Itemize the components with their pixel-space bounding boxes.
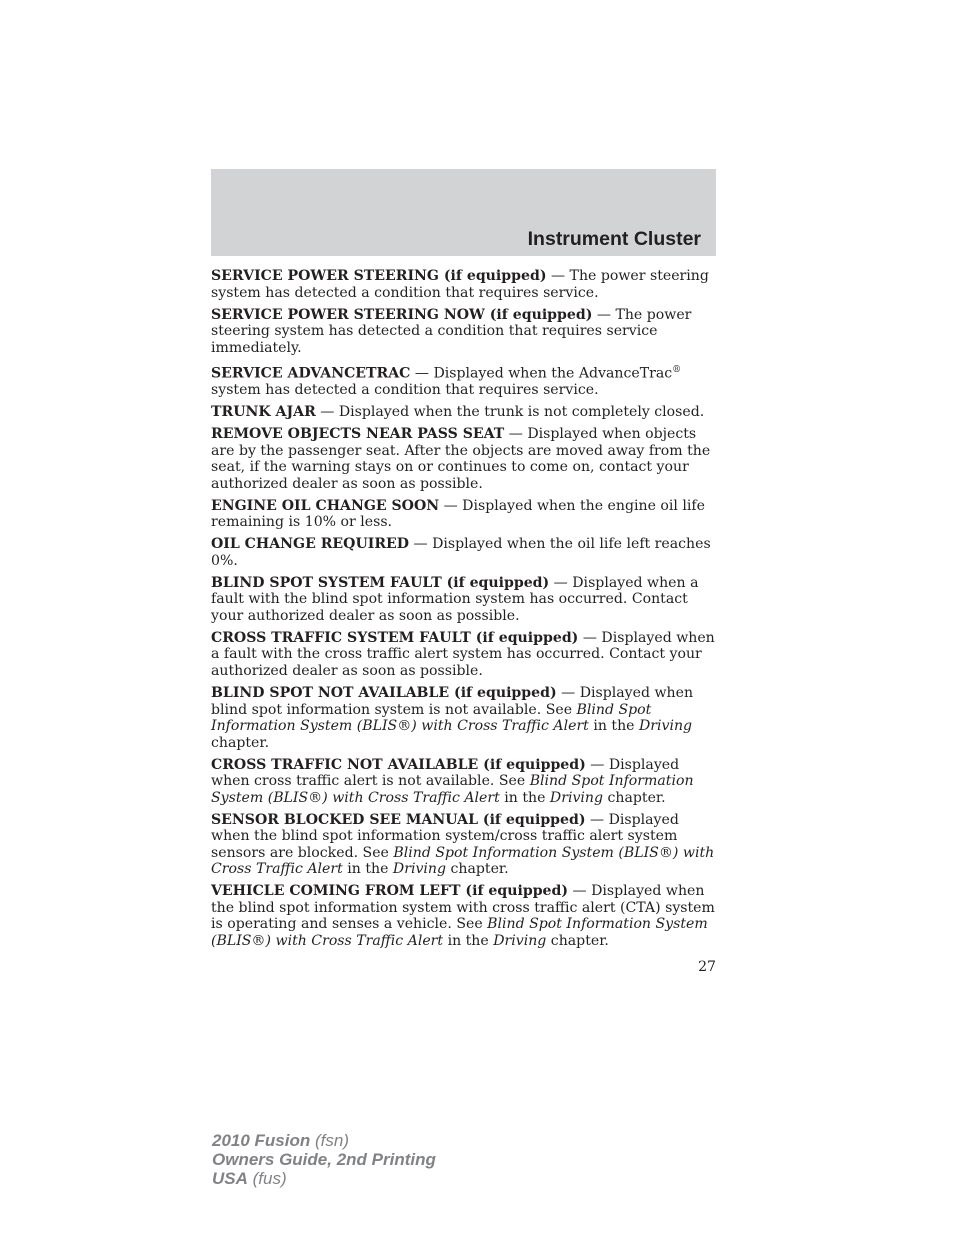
message-entry-cross-traffic-not-available: [211, 757, 716, 807]
cross-reference-section: Blind Spot Information System (BLIS®) with Cross Traffic Alert: [211, 844, 715, 878]
cross-reference-section: Blind Spot Information System (BLIS®) with Cross Traffic Alert: [211, 773, 694, 806]
message-term: BLIND SPOT NOT AVAILABLE (if equipped): [211, 685, 557, 702]
message-term: CROSS TRAFFIC SYSTEM FAULT (if equipped): [211, 629, 579, 646]
page-body: [211, 268, 716, 955]
message-entry-service-power-steering-now: [211, 307, 716, 357]
footer-guide-edition: Owners Guide, 2nd Printing: [212, 1150, 436, 1169]
message-description: — Displayed when the oil life left reaches 0%.: [211, 536, 711, 569]
message-entry-engine-oil-change-soon: [211, 498, 716, 531]
message-term: CROSS TRAFFIC NOT AVAILABLE (if equipped): [211, 756, 586, 773]
message-description: — Displayed when the AdvanceTrac: [410, 365, 673, 382]
footer-model-code: (fsn): [310, 1131, 349, 1150]
message-entry-trunk-ajar: [211, 404, 716, 421]
cross-reference-section: Blind Spot Information System (BLIS®) with Cross Traffic Alert: [211, 916, 708, 949]
cross-reference-section: Blind Spot Information System (BLIS®) with Cross Traffic Alert: [211, 701, 652, 735]
document-footer: [212, 1131, 436, 1188]
message-term: SENSOR BLOCKED SEE MANUAL (if equipped): [211, 811, 586, 828]
message-description-end: chapter.: [211, 734, 270, 751]
message-description-end: chapter.: [603, 789, 666, 806]
cross-reference-chapter: Driving: [638, 718, 693, 735]
message-description: — Displayed when a fault with the cross traffic alert system has occurred. Contact your authorized dealer as soon as possible.: [211, 629, 715, 679]
section-title: Instrument Cluster: [527, 228, 701, 250]
message-entry-service-advancetrac: [211, 362, 716, 399]
message-description: — The power steering system has detected a condition that requires service immediately.: [211, 306, 692, 356]
message-term: REMOVE OBJECTS NEAR PASS SEAT: [211, 426, 505, 443]
message-entry-sensor-blocked: [211, 812, 716, 878]
message-entry-vehicle-coming-from-left: [211, 883, 716, 949]
message-description-cont: system has detected a condition that requires service.: [211, 381, 599, 398]
footer-model: 2010 Fusion: [212, 1131, 311, 1150]
message-term: SERVICE POWER STEERING NOW (if equipped): [211, 306, 593, 323]
message-entry-blind-spot-not-available: [211, 685, 716, 751]
message-description-end: chapter.: [446, 861, 509, 878]
message-entry-oil-change-required: [211, 536, 716, 569]
message-term: ENGINE OIL CHANGE SOON: [211, 497, 440, 514]
message-description: — Displayed when cross traffic alert is not available. See: [211, 756, 680, 790]
message-description-cont: in the: [588, 718, 639, 735]
message-description: — The power steering system has detected a condition that requires service.: [211, 268, 709, 301]
message-description: — Displayed when objects are by the passenger seat. After the objects are moved away from the seat, if the warning stays on or continues to come on, contact your authorized dealer as soon as possible.: [211, 426, 711, 492]
message-description: — Displayed when the blind spot information system with cross traffic alert (CTA) system is operating and senses a vehicle. See: [211, 883, 715, 933]
message-description: — Displayed when the trunk is not completely closed.: [315, 403, 705, 420]
message-entry-cross-traffic-system-fault: [211, 630, 716, 680]
message-description: — Displayed when the engine oil life remaining is 10% or less.: [211, 497, 705, 531]
message-entry-blind-spot-system-fault: [211, 575, 716, 625]
footer-market-line: [212, 1169, 436, 1188]
registered-mark: ®: [672, 364, 682, 375]
message-description-cont: in the: [342, 861, 393, 878]
message-term: BLIND SPOT SYSTEM FAULT (if equipped): [211, 574, 550, 591]
footer-model-line: [212, 1131, 436, 1150]
message-term: SERVICE POWER STEERING (if equipped): [211, 268, 547, 284]
cross-reference-chapter: Driving: [549, 789, 604, 806]
section-header-band: [211, 169, 716, 256]
cross-reference-chapter: Driving: [493, 932, 547, 949]
message-description-cont: in the: [499, 789, 550, 806]
page-number: 27: [698, 959, 716, 975]
message-term: VEHICLE COMING FROM LEFT (if equipped): [211, 883, 569, 900]
message-description: — Displayed when a fault with the blind spot information system has occurred. Contact your authorized dealer as soon as possible.: [211, 574, 699, 624]
footer-market-code: (fus): [247, 1169, 287, 1188]
message-term: OIL CHANGE REQUIRED: [211, 536, 410, 553]
message-entry-service-power-steering: [211, 268, 716, 301]
message-description: — Displayed when blind spot information system is not available. See: [211, 685, 694, 718]
message-term: SERVICE ADVANCETRAC: [211, 365, 411, 382]
cross-reference-chapter: Driving: [392, 861, 447, 878]
message-entry-remove-objects: [211, 426, 716, 492]
message-description: — Displayed when the blind spot information system/cross traffic alert system sensors are blocked. See: [211, 811, 679, 861]
footer-market: USA: [212, 1169, 248, 1188]
message-description-cont: in the: [443, 932, 494, 949]
message-term: TRUNK AJAR: [211, 403, 316, 420]
message-description-end: chapter.: [546, 932, 609, 949]
